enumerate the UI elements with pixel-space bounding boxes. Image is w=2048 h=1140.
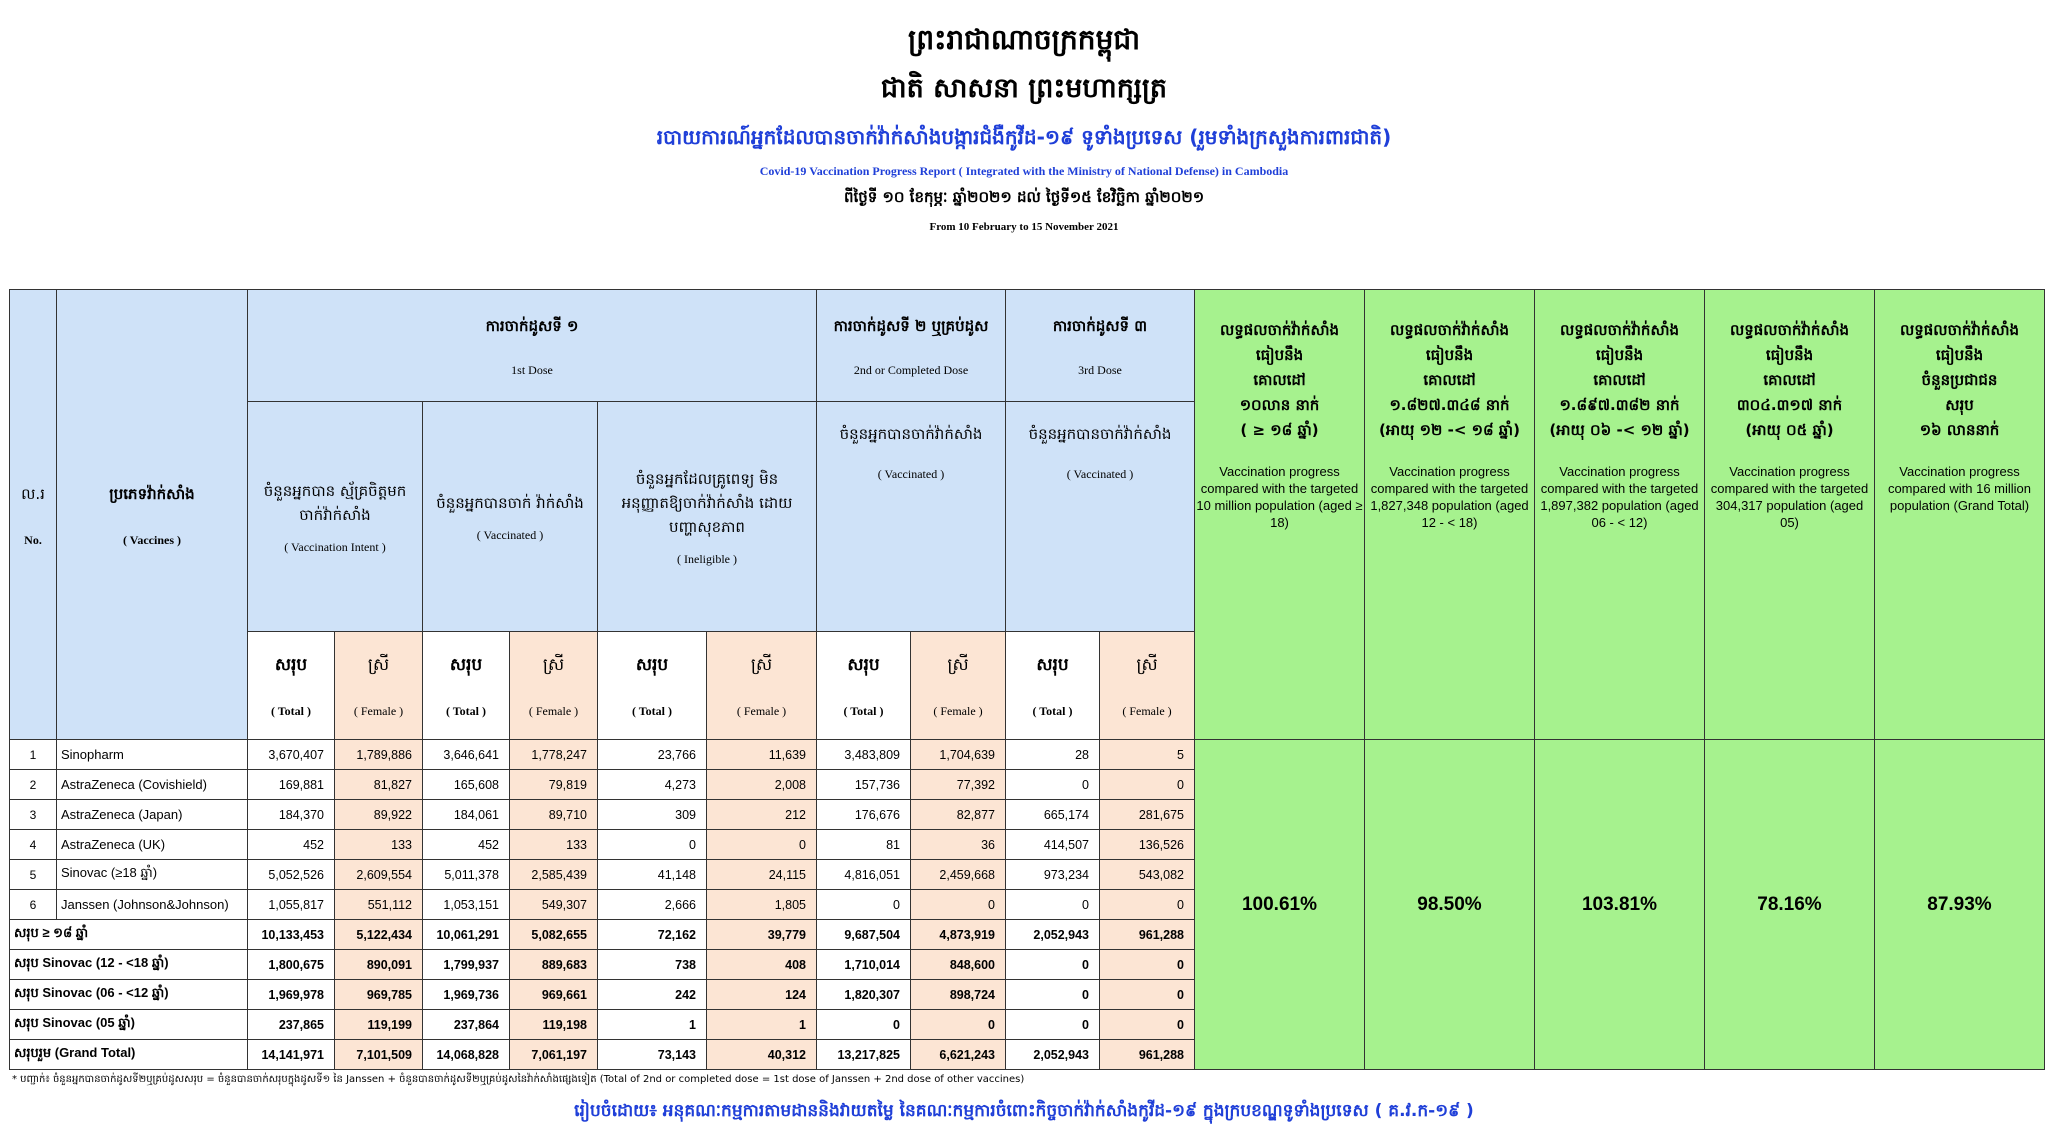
prepared-by: រៀបចំដោយ៖ អនុគណៈកម្មការតាមដាននិងវាយតម្លៃ នៃគណៈកម្មការចំពោះកិច្ចចាក់វ៉ាក់សាំងកូវីដ-១៩ ក្នុងក្របខណ្ឌទូទាំងប្រទេស ( គ.វ.ក-១៩ ) [574, 1101, 1474, 1121]
total-cell: 0 [1006, 980, 1100, 1010]
total-cell: 1,710,014 [817, 950, 911, 980]
total-cell: 169,881 [248, 770, 335, 800]
total-cell: 1,053,151 [423, 890, 510, 920]
total-cell: 184,370 [248, 800, 335, 830]
female-cell: 89,922 [335, 800, 423, 830]
female-cell: 119,199 [335, 1010, 423, 1040]
progress-percent: 98.50% [1365, 740, 1535, 1070]
vaccine-name: AstraZeneca (Japan) [57, 800, 248, 830]
female-cell: 0 [707, 830, 817, 860]
total-cell: 1,969,736 [423, 980, 510, 1010]
vaccinated-header: ចំនួនអ្នកបានចាក់ វ៉ាក់សាំង ( Vaccinated ) [423, 402, 598, 632]
total-cell: 2,052,943 [1006, 920, 1100, 950]
female-cell: 77,392 [911, 770, 1006, 800]
total-subheader: សរុប ( Total ) [817, 632, 911, 740]
total-subheader: សរុប ( Total ) [598, 632, 707, 740]
dose2-header: ការចាក់ដូសទី ២ ឬគ្រប់ដូស 2nd or Completed Dose [817, 290, 1006, 402]
total-cell: 13,217,825 [817, 1040, 911, 1070]
female-cell: 89,710 [510, 800, 598, 830]
total-cell: 452 [248, 830, 335, 860]
female-cell: 0 [1100, 770, 1195, 800]
female-cell: 11,639 [707, 740, 817, 770]
female-cell: 82,877 [911, 800, 1006, 830]
total-cell: 3,670,407 [248, 740, 335, 770]
female-cell: 961,288 [1100, 920, 1195, 950]
motto-title: ជាតិ សាសនា ព្រះមហាក្សត្រ [880, 73, 1168, 104]
total-cell: 309 [598, 800, 707, 830]
female-cell: 848,600 [911, 950, 1006, 980]
female-cell: 5 [1100, 740, 1195, 770]
period-en: From 10 February to 15 November 2021 [929, 221, 1119, 233]
total-cell: 3,646,641 [423, 740, 510, 770]
intent-header: ចំនួនអ្នកបាន ស្ម័គ្រចិត្តមកចាក់វ៉ាក់សាំង ( Vaccination Intent ) [248, 402, 423, 632]
total-cell: 1 [598, 1010, 707, 1040]
progress-header-05: លទ្ធផលចាក់វ៉ាក់សាំង ធៀបនឹង គោលដៅ ៣០៤.៣១៧ នាក់ (អាយុ ០៥ ឆ្នាំ) Vaccination progress compared with the targeted 304,317 population (aged 05) [1705, 290, 1875, 740]
kingdom-title: ព្រះរាជាណាចក្រកម្ពុជា [907, 23, 1140, 56]
female-cell: 119,198 [510, 1010, 598, 1040]
total-cell: 1,800,675 [248, 950, 335, 980]
subtotal-label: សរុបរួម (Grand Total) [10, 1040, 248, 1070]
row-number: 4 [10, 830, 57, 860]
total-cell: 14,141,971 [248, 1040, 335, 1070]
period-km: ពីថ្ងៃទី ១០ ខែកុម្ភៈ ឆ្នាំ២០២១ ដល់ ថ្ងៃទី១៥ ខែវិច្ឆិកា ឆ្នាំ២០២១ [843, 188, 1205, 206]
female-cell: 281,675 [1100, 800, 1195, 830]
report-title-km: របាយការណ៍អ្នកដែលបានចាក់វ៉ាក់សាំងបង្ការជំងឺកូវីដ-១៩ ទូទាំងប្រទេស (រួមទាំងក្រសួងការពារជាតិ) [656, 125, 1392, 149]
total-cell: 738 [598, 950, 707, 980]
female-cell: 40,312 [707, 1040, 817, 1070]
female-cell: 24,115 [707, 860, 817, 890]
total-subheader: សរុប ( Total ) [423, 632, 510, 740]
female-cell: 133 [510, 830, 598, 860]
total-cell: 10,133,453 [248, 920, 335, 950]
total-cell: 1,055,817 [248, 890, 335, 920]
vaccine-name: AstraZeneca (UK) [57, 830, 248, 860]
vaccination-table [9, 289, 2045, 1070]
total-cell: 0 [1006, 1010, 1100, 1040]
female-cell: 0 [1100, 980, 1195, 1010]
dose2-vaccinated-header: ចំនួនអ្នកបានចាក់វ៉ាក់សាំង ( Vaccinated ) [817, 402, 1006, 632]
no-header: ល.រ No. [10, 290, 57, 740]
progress-header-06-12: លទ្ធផលចាក់វ៉ាក់សាំង ធៀបនឹង គោលដៅ ១.៨៩៧.៣៨២ នាក់ (អាយុ ០៦ -< ១២ ឆ្នាំ) Vaccination progress compared with the targeted 1,897,382 population (aged 06 - < 12) [1535, 290, 1705, 740]
total-cell: 0 [817, 1010, 911, 1040]
female-cell: 6,621,243 [911, 1040, 1006, 1070]
vaccine-name: Sinovac (≥18 ឆ្នាំ) [57, 860, 248, 890]
female-cell: 2,459,668 [911, 860, 1006, 890]
vaccine-name: Sinopharm [57, 740, 248, 770]
female-subheader: ស្រី ( Female ) [335, 632, 423, 740]
subtotal-label: សរុប Sinovac (06 - <12 ឆ្នាំ) [10, 980, 248, 1010]
dose3-vaccinated-header: ចំនួនអ្នកបានចាក់វ៉ាក់សាំង ( Vaccinated ) [1006, 402, 1195, 632]
total-cell: 665,174 [1006, 800, 1100, 830]
total-cell: 1,820,307 [817, 980, 911, 1010]
female-cell: 133 [335, 830, 423, 860]
female-cell: 81,827 [335, 770, 423, 800]
female-cell: 124 [707, 980, 817, 1010]
female-cell: 1,789,886 [335, 740, 423, 770]
progress-percent: 87.93% [1875, 740, 2045, 1070]
ineligible-header: ចំនួនអ្នកដែលគ្រូពេទ្យ មិនអនុញ្ញាតឱ្យចាក់វ៉ាក់សាំង ដោយបញ្ហាសុខភាព ( Ineligible ) [598, 402, 817, 632]
female-cell: 1,805 [707, 890, 817, 920]
total-cell: 0 [1006, 890, 1100, 920]
total-cell: 242 [598, 980, 707, 1010]
subtotal-label: សរុប Sinovac (05 ឆ្នាំ) [10, 1010, 248, 1040]
total-cell: 14,068,828 [423, 1040, 510, 1070]
dose1-header: ការចាក់ដូសទី ១ 1st Dose [248, 290, 817, 402]
total-cell: 41,148 [598, 860, 707, 890]
row-number: 3 [10, 800, 57, 830]
female-cell: 889,683 [510, 950, 598, 980]
female-cell: 79,819 [510, 770, 598, 800]
total-cell: 2,666 [598, 890, 707, 920]
female-subheader: ស្រី ( Female ) [707, 632, 817, 740]
female-cell: 543,082 [1100, 860, 1195, 890]
female-cell: 136,526 [1100, 830, 1195, 860]
progress-header-12-18: លទ្ធផលចាក់វ៉ាក់សាំង ធៀបនឹង គោលដៅ ១.៨២៧.៣៤៨ នាក់ (អាយុ ១២ -< ១៨ ឆ្នាំ) Vaccination progress compared with the targeted 1,827,348 population (aged 12 - < 18) [1365, 290, 1535, 740]
female-cell: 0 [1100, 950, 1195, 980]
progress-percent: 103.81% [1535, 740, 1705, 1070]
total-cell: 10,061,291 [423, 920, 510, 950]
total-cell: 157,736 [817, 770, 911, 800]
female-cell: 7,101,509 [335, 1040, 423, 1070]
female-subheader: ស្រី ( Female ) [510, 632, 598, 740]
total-cell: 4,273 [598, 770, 707, 800]
total-cell: 9,687,504 [817, 920, 911, 950]
female-cell: 1,778,247 [510, 740, 598, 770]
total-cell: 2,052,943 [1006, 1040, 1100, 1070]
total-cell: 165,608 [423, 770, 510, 800]
female-cell: 7,061,197 [510, 1040, 598, 1070]
row-number: 6 [10, 890, 57, 920]
female-cell: 0 [1100, 1010, 1195, 1040]
female-cell: 549,307 [510, 890, 598, 920]
vaccine-header: ប្រភេទវ៉ាក់សាំង ( Vaccines ) [57, 290, 248, 740]
female-cell: 0 [911, 1010, 1006, 1040]
total-cell: 176,676 [817, 800, 911, 830]
vaccine-name: Janssen (Johnson&Johnson) [57, 890, 248, 920]
total-cell: 184,061 [423, 800, 510, 830]
total-cell: 23,766 [598, 740, 707, 770]
total-cell: 973,234 [1006, 860, 1100, 890]
female-cell: 5,122,434 [335, 920, 423, 950]
progress-header-adults: លទ្ធផលចាក់វ៉ាក់សាំង ធៀបនឹង គោលដៅ ១០លាន នាក់ ( ≥ ១៨ ឆ្នាំ) Vaccination progress compared with the targeted 10 million population (aged ≥ 18) [1195, 290, 1365, 740]
row-number: 5 [10, 860, 57, 890]
female-cell: 969,785 [335, 980, 423, 1010]
total-subheader: សរុប ( Total ) [1006, 632, 1100, 740]
female-cell: 961,288 [1100, 1040, 1195, 1070]
female-cell: 551,112 [335, 890, 423, 920]
total-cell: 0 [1006, 950, 1100, 980]
table-row [10, 740, 2045, 770]
total-cell: 237,864 [423, 1010, 510, 1040]
total-cell: 0 [598, 830, 707, 860]
total-cell: 81 [817, 830, 911, 860]
progress-header-grand-total: លទ្ធផលចាក់វ៉ាក់សាំង ធៀបនឹង ចំនួនប្រជាជន សរុប ១៦ លាននាក់ Vaccination progress compared with 16 million population (Grand Total) [1875, 290, 2045, 740]
total-cell: 3,483,809 [817, 740, 911, 770]
subtotal-label: សរុប ≥ ១៨ ឆ្នាំ [10, 920, 248, 950]
total-cell: 237,865 [248, 1010, 335, 1040]
dose3-header: ការចាក់ដូសទី ៣ 3rd Dose [1006, 290, 1195, 402]
row-number: 2 [10, 770, 57, 800]
female-cell: 2,008 [707, 770, 817, 800]
female-cell: 39,779 [707, 920, 817, 950]
progress-percent: 78.16% [1705, 740, 1875, 1070]
female-cell: 4,873,919 [911, 920, 1006, 950]
row-number: 1 [10, 740, 57, 770]
female-cell: 1,704,639 [911, 740, 1006, 770]
female-cell: 2,609,554 [335, 860, 423, 890]
female-cell: 2,585,439 [510, 860, 598, 890]
total-cell: 452 [423, 830, 510, 860]
total-cell: 4,816,051 [817, 860, 911, 890]
female-cell: 898,724 [911, 980, 1006, 1010]
female-subheader: ស្រី ( Female ) [1100, 632, 1195, 740]
report-title-en: Covid-19 Vaccination Progress Report ( Integrated with the Ministry of National Defense) in Cambodia [759, 164, 1289, 178]
female-cell: 36 [911, 830, 1006, 860]
total-cell: 5,052,526 [248, 860, 335, 890]
footnote: * បញ្ជាក់៖ ចំនួនអ្នកបានចាក់ដូសទី២ឬគ្រប់ដូសសរុប = ចំនួនបានចាក់សរុបក្នុងដូសទី១ នៃ Janssen + ចំនួនបានចាក់ដូសទី២ឬគ្រប់ដូសនៃវ៉ាក់សាំងផ្សេងទៀត (Total of 2nd or completed dose = 1st dose of Janssen + 2nd dose of other vaccines) [12, 1074, 1025, 1085]
total-cell: 414,507 [1006, 830, 1100, 860]
total-cell: 5,011,378 [423, 860, 510, 890]
female-cell: 5,082,655 [510, 920, 598, 950]
female-cell: 969,661 [510, 980, 598, 1010]
female-cell: 212 [707, 800, 817, 830]
total-subheader: សរុប ( Total ) [248, 632, 335, 740]
female-subheader: ស្រី ( Female ) [911, 632, 1006, 740]
total-cell: 0 [817, 890, 911, 920]
female-cell: 0 [1100, 890, 1195, 920]
total-cell: 73,143 [598, 1040, 707, 1070]
total-cell: 72,162 [598, 920, 707, 950]
total-cell: 1,969,978 [248, 980, 335, 1010]
total-cell: 28 [1006, 740, 1100, 770]
total-cell: 0 [1006, 770, 1100, 800]
female-cell: 890,091 [335, 950, 423, 980]
total-cell: 1,799,937 [423, 950, 510, 980]
progress-percent: 100.61% [1195, 740, 1365, 1070]
female-cell: 1 [707, 1010, 817, 1040]
female-cell: 408 [707, 950, 817, 980]
subtotal-label: សរុប Sinovac (12 - <18 ឆ្នាំ) [10, 950, 248, 980]
vaccine-name: AstraZeneca (Covishield) [57, 770, 248, 800]
female-cell: 0 [911, 890, 1006, 920]
